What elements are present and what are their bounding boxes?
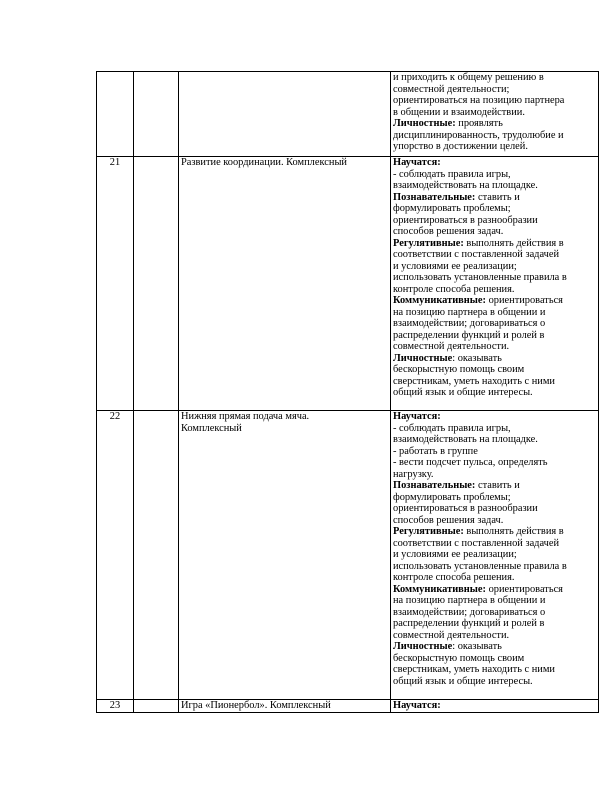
outcome-category-label: Научатся: xyxy=(393,700,441,711)
outcome-line: - соблюдать правила игры, xyxy=(393,168,511,180)
outcome-line: и условиями ее реализации; xyxy=(393,549,517,560)
outcome-line: сверстникам, уметь находить с ними xyxy=(393,664,555,675)
outcome-line: бескорыстную помощь своим xyxy=(393,652,525,664)
outcome-line: взаимодействии; договариваться о xyxy=(393,606,546,618)
outcome-line: совместной деятельности. xyxy=(393,341,510,352)
outcome-line: дисциплинированность, трудолюбие и xyxy=(393,129,564,141)
lesson-topic-cell xyxy=(179,72,391,157)
lesson-number-cell: 23 xyxy=(97,700,134,713)
outcome-line: и условиями ее реализации; xyxy=(393,260,517,272)
outcome-text: выполнять действия в xyxy=(463,526,564,537)
lesson-topic-cell xyxy=(179,700,391,713)
outcome-category-label: Регулятивные: xyxy=(393,526,464,537)
table-row xyxy=(97,157,599,411)
lesson-topic-text: Нижняя прямая подача мяча. xyxy=(181,411,310,422)
outcome-line: общий язык и общие интересы. xyxy=(393,675,533,687)
outcome-line: контроле способа решения. xyxy=(393,572,515,583)
lesson-number-cell xyxy=(97,72,134,157)
date-cell xyxy=(134,411,179,700)
outcome-line: - вести подсчет пульса, определять xyxy=(393,457,548,468)
outcome-category-label: Личностные xyxy=(393,352,453,364)
lesson-topic-text: Развитие координации. Комплексный xyxy=(181,157,347,168)
outcome-line xyxy=(393,353,596,365)
outcome-line: ориентироваться в разнообразии xyxy=(393,214,538,226)
outcome-line: использовать установленные правила в xyxy=(393,272,567,283)
outcome-line xyxy=(393,526,596,538)
table-row xyxy=(97,700,599,713)
outcome-text: ориентироваться xyxy=(485,295,563,306)
outcome-line: упорство в достижении целей. xyxy=(393,141,528,152)
outcome-line: нагрузку. xyxy=(393,468,434,480)
outcome-line: - работать в группе xyxy=(393,445,478,457)
outcome-line: на позицию партнера в общении и xyxy=(393,595,546,606)
outcome-line xyxy=(393,295,596,307)
date-cell xyxy=(134,72,179,157)
lesson-topic-text: Игра «Пионербол». Комплексный xyxy=(181,700,331,711)
learning-outcomes-cell xyxy=(391,157,599,411)
outcome-line: способов решения задач. xyxy=(393,514,504,526)
outcome-text: : оказывать xyxy=(452,352,502,364)
outcome-text: ставить и xyxy=(475,480,520,491)
outcome-line: формулировать проблемы; xyxy=(393,203,511,214)
outcome-line xyxy=(393,700,596,712)
outcome-category-label: Коммуникативные: xyxy=(393,295,486,306)
outcome-line: на позицию партнера в общении и xyxy=(393,306,546,318)
lesson-topic-text: Комплексный xyxy=(181,422,242,434)
outcome-line: способов решения задач. xyxy=(393,226,504,237)
outcome-line xyxy=(393,238,596,250)
outcome-line: совместной деятельности. xyxy=(393,629,510,641)
outcome-line: соответствии с поставленной задачей xyxy=(393,537,560,549)
outcome-line xyxy=(393,157,596,169)
outcome-text: выполнять действия в xyxy=(463,237,564,249)
outcome-line: в общении и взаимодействии. xyxy=(393,106,525,118)
outcome-text: : оказывать xyxy=(452,641,502,652)
outcome-line xyxy=(393,584,596,596)
outcome-line xyxy=(393,118,596,130)
outcome-line: взаимодействовать на площадке. xyxy=(393,180,538,191)
table-row xyxy=(97,72,599,157)
outcome-line: совместной деятельности; xyxy=(393,83,510,95)
lesson-plan-table-container xyxy=(96,71,598,713)
outcome-line: формулировать проблемы; xyxy=(393,491,511,503)
lesson-topic-cell xyxy=(179,157,391,411)
outcome-line: бескорыстную помощь своим xyxy=(393,364,525,375)
outcome-line: сверстникам, уметь находить с ними xyxy=(393,375,555,387)
outcome-line: общий язык и общие интересы. xyxy=(393,387,533,398)
outcome-text: ориентироваться xyxy=(485,583,563,595)
lesson-topic-cell xyxy=(179,411,391,700)
outcome-line: взаимодействовать на площадке. xyxy=(393,434,538,445)
outcome-line: распределении функций и ролей в xyxy=(393,618,545,629)
lesson-number-cell: 21 xyxy=(97,157,134,411)
outcome-line: контроле способа решения. xyxy=(393,283,515,295)
outcome-line: взаимодействии; договариваться о xyxy=(393,318,546,329)
lesson-plan-table xyxy=(96,71,599,713)
outcome-line: ориентироваться в разнообразии xyxy=(393,503,538,514)
outcome-line xyxy=(393,192,596,204)
outcome-category-label: Научатся: xyxy=(393,411,441,422)
outcome-line xyxy=(393,411,596,423)
learning-outcomes-cell xyxy=(391,700,599,713)
date-cell xyxy=(134,700,179,713)
outcome-category-label: Личностные xyxy=(393,641,453,652)
outcome-line: - соблюдать правила игры, xyxy=(393,422,511,434)
outcome-line: использовать установленные правила в xyxy=(393,560,567,572)
lesson-number-cell: 22 xyxy=(97,411,134,700)
outcome-category-label: Научатся: xyxy=(393,157,441,168)
outcome-category-label: Личностные: xyxy=(393,118,456,129)
outcome-line: и приходить к общему решению в xyxy=(393,72,544,83)
outcome-category-label: Познавательные: xyxy=(393,191,476,203)
learning-outcomes-cell xyxy=(391,411,599,700)
table-row xyxy=(97,411,599,700)
date-cell xyxy=(134,157,179,411)
outcome-text: ставить и xyxy=(475,191,520,203)
outcome-line: ориентироваться на позицию партнера xyxy=(393,95,565,106)
outcome-category-label: Регулятивные: xyxy=(393,237,464,249)
outcome-line xyxy=(393,641,596,653)
outcome-text: проявлять xyxy=(455,118,503,129)
learning-outcomes-cell xyxy=(391,72,599,157)
outcome-line xyxy=(393,480,596,492)
outcome-line: распределении функций и ролей в xyxy=(393,329,545,341)
outcome-category-label: Коммуникативные: xyxy=(393,583,486,595)
outcome-category-label: Познавательные: xyxy=(393,480,476,491)
outcome-line: соответствии с поставленной задачей xyxy=(393,249,560,260)
